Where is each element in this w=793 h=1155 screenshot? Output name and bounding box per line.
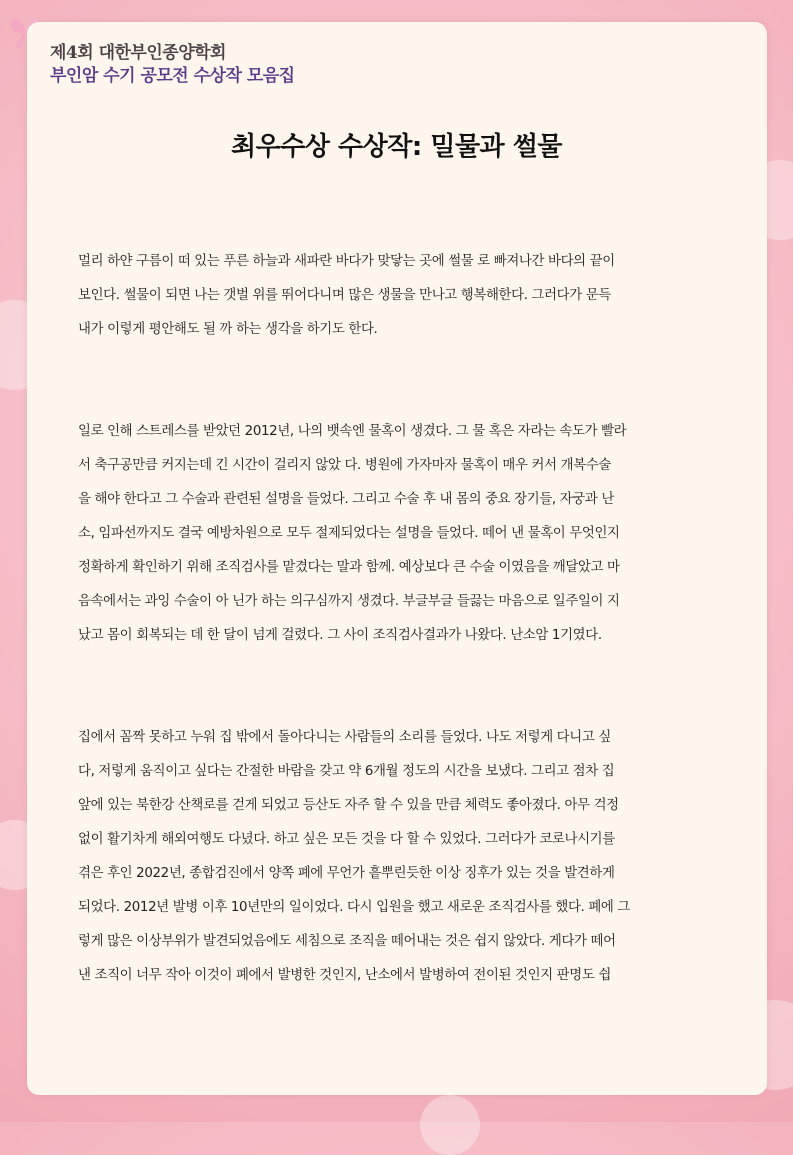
paragraph (78, 245, 718, 347)
paragraph (78, 721, 718, 993)
essay-body (78, 245, 718, 993)
header-line1: 제4회 대한부인종양학회 (50, 43, 226, 63)
text-line: 낸 조직이 너무 작아 이것이 폐에서 발병한 것인지, 난소에서 발병하여 전이된 것인지 판명도 쉽 (78, 968, 611, 983)
text-line: 서 축구공만큼 커지는데 긴 시간이 걸리지 않았 다. 병원에 가자마자 물혹이 매우 커서 개복수술 (78, 458, 611, 473)
text-line: 되었다. 2012년 발병 이후 10년만의 일이었다. 다시 입원을 했고 새로운 조직검사를 했다. 폐에 그 (78, 900, 631, 915)
text-line: 소, 임파선까지도 결국 예방차원으로 모두 절제되었다는 설명을 들었다. 떼어 낸 물혹이 무엇인지 (78, 526, 620, 541)
text-line: 다, 저렇게 움직이고 싶다는 간절한 바람을 갖고 약 6개월 정도의 시간을 보냈다. 그리고 점차 집 (78, 764, 615, 779)
paragraph (78, 415, 718, 653)
text-line: 렇게 많은 이상부위가 발견되었음에도 세침으로 조직을 떼어내는 것은 쉽지 않았다. 게다가 떼어 (78, 934, 616, 949)
header-line2: 부인암 수기 공모전 수상작 모음집 (50, 66, 295, 86)
text-line: 정확하게 확인하기 위해 조직검사를 맡겼다는 말과 함께. 예상보다 큰 수술 이였음을 깨달았고 마 (78, 560, 620, 575)
text-line: 음속에서는 과잉 수술이 아 닌가 하는 의구심까지 생겼다. 부글부글 들끓는 마음으로 일주일이 지 (78, 594, 620, 609)
text-line: 앞에 있는 북한강 산책로를 걷게 되었고 등산도 자주 할 수 있을 만큼 체력도 좋아졌다. 아무 걱정 (78, 798, 619, 813)
bokeh-circle (420, 1095, 480, 1155)
text-line: 집에서 꼼짝 못하고 누워 집 밖에서 돌아다니는 사람들의 소리를 들었다. 나도 저렇게 다니고 싶 (78, 730, 611, 745)
text-line: 일로 인해 스트레스를 받았던 2012년, 나의 뱃속엔 물혹이 생겼다. 그 물 혹은 자라는 속도가 빨라 (78, 424, 627, 439)
page-title: 최우수상 수상작: 밀물과 썰물 (231, 132, 562, 162)
text-line: 겪은 후인 2022년, 종합검진에서 양쪽 폐에 무언가 흩뿌린듯한 이상 징후가 있는 것을 발견하게 (78, 866, 615, 881)
text-line: 을 해야 한다고 그 수술과 관련된 설명을 들었다. 그리고 수술 후 내 몸의 중요 장기들, 자궁과 난 (78, 492, 614, 507)
text-line: 났고 몸이 회복되는 데 한 달이 넘게 걸렸다. 그 사이 조직검사결과가 나왔다. 난소암 1기였다. (78, 628, 602, 643)
text-line: 내가 이렇게 평안해도 될 까 하는 생각을 하기도 한다. (78, 322, 378, 337)
text-line: 보인다. 썰물이 되면 나는 갯벌 위를 뛰어다니며 많은 생물을 만나고 행복해한다. 그러다가 문득 (78, 288, 611, 303)
text-line: 멀리 하얀 구름이 떠 있는 푸른 하늘과 새파란 바다가 맞닿는 곳에 썰물 로 빠져나간 바다의 끝이 (78, 254, 615, 269)
publication-header (50, 42, 295, 88)
text-line: 없이 활기차게 해외여행도 다녔다. 하고 싶은 모든 것을 다 할 수 있었다. 그러다가 코로나시기를 (78, 832, 615, 847)
